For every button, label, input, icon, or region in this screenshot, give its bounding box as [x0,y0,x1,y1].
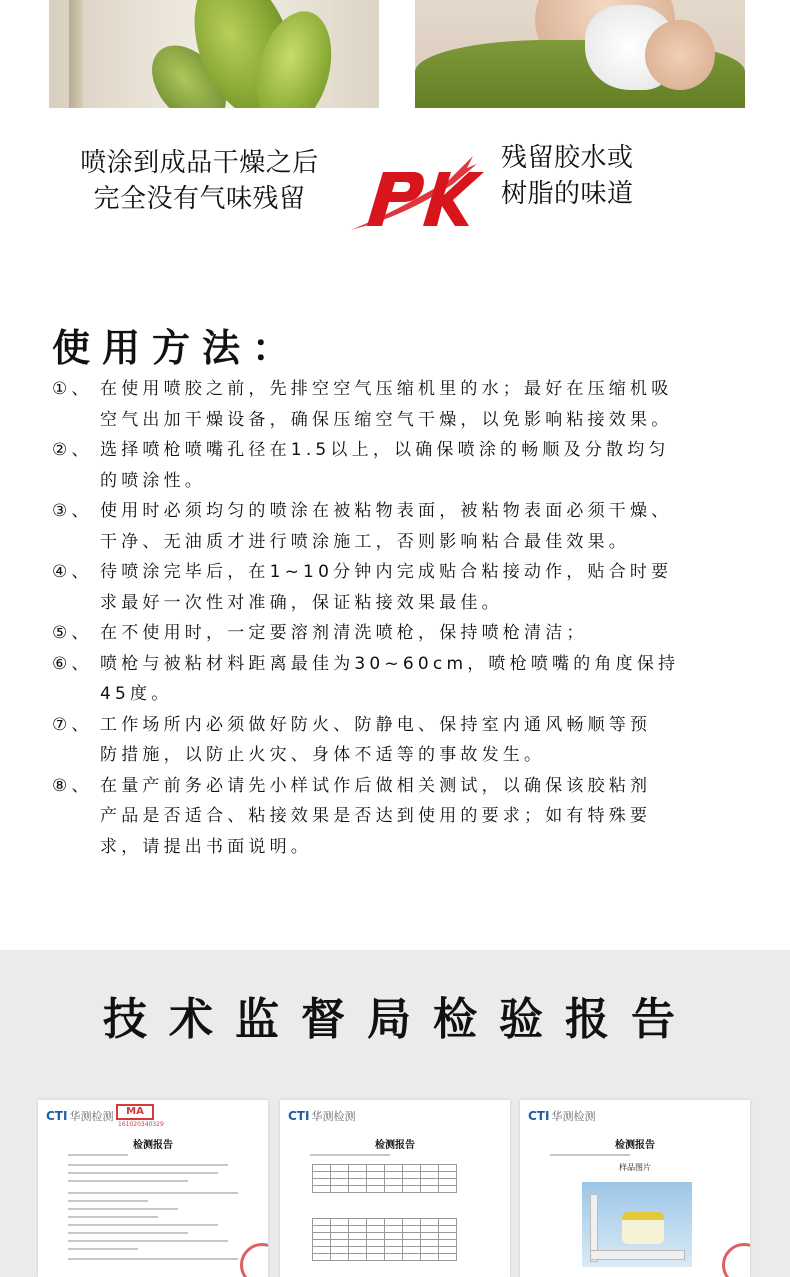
step-8 [52,771,752,863]
cma-number: 161020340329 [118,1121,164,1128]
step-line: 在量产前务必请先小样试作后做相关测试，以确保该胶粘剂 [100,775,652,796]
step-line: 的喷涂性。 [100,470,206,491]
step-line: 产品是否适合、粘接效果是否达到使用的要求；如有特殊要 [100,806,652,826]
report-document-3 [520,1100,750,1277]
cti-logo-cn: 华测检测 [551,1110,596,1123]
comparison-right-text [501,140,634,212]
step-line: 使用时必须均匀的喷涂在被粘物表面，被粘物表面必须干燥、 [100,501,673,521]
step-number: ③、 [52,501,93,521]
step-line: 选择喷枪喷嘴孔径在1.5以上，以确保喷涂的畅顺及分散均匀 [100,440,670,460]
report-document-1 [38,1100,268,1277]
step-number: ④、 [52,562,93,582]
step-2 [52,435,752,496]
report-title: 技术监督局检验报告 [103,994,697,1045]
cma-mark: MA [116,1104,154,1120]
step-4 [52,557,752,618]
step-line: 求最好一次性对准确，保证粘接效果最佳。 [100,592,503,613]
comparison-left-line: 喷涂到成品干燥之后 [80,148,319,178]
sample-photo [582,1182,692,1267]
cti-logo [288,1108,355,1124]
document-title: 检测报告 [133,1140,173,1151]
step-line: 喷枪与被粘材料距离最佳为30~60cm，喷枪喷嘴的角度保持 [100,653,680,674]
document-title: 检测报告 [615,1140,655,1151]
usage-title: 使用方法： [52,326,303,370]
step-line: 待喷涂完毕后，在1~10分钟内完成贴合粘接动作，贴合时要 [100,562,673,582]
usage-steps [52,374,752,862]
cti-logo-cn: 华测检测 [311,1110,356,1123]
sample-photo-label: 样品图片 [619,1163,651,1172]
pk-logo [345,150,485,240]
red-stamp [722,1243,750,1277]
step-number: ①、 [52,379,93,399]
cti-logo-text: CTI [46,1109,68,1123]
step-number: ⑦、 [52,714,93,735]
step-line: 在使用喷胶之前，先排空空气压缩机里的水；最好在压缩机吸 [100,379,673,399]
step-6 [52,649,752,710]
cti-logo-cn: 华测检测 [69,1110,114,1123]
step-number: ⑤、 [52,623,93,643]
comparison-left-text [62,145,337,217]
step-line: 防措施，以防止火灾、身体不适等的事故发生。 [100,745,546,765]
step-line: 求，请提出书面说明。 [100,836,312,857]
document-title: 检测报告 [375,1140,415,1151]
pk-logo-text: PK [365,237,368,239]
red-stamp [240,1243,268,1277]
step-3 [52,496,752,557]
step-line: 空气出加干燥设备，确保压缩空气干燥，以免影响粘接效果。 [100,409,673,430]
plant-photo [49,0,379,108]
comparison-left-line: 完全没有气味残留 [93,184,306,214]
cti-logo-text: CTI [528,1109,550,1123]
results-table [312,1164,457,1193]
step-5 [52,618,752,649]
step-7 [52,710,752,771]
cti-logo [528,1108,595,1124]
step-number: ⑧、 [52,775,93,796]
cti-logo [46,1108,113,1124]
step-line: 干净、无油质才进行喷涂施工，否则影响粘合最佳效果。 [100,531,630,552]
comparison-right-line: 树脂的味道 [501,179,634,209]
comparison-right-line: 残留胶水或 [501,143,634,173]
tissue-photo [415,0,745,108]
step-number: ②、 [52,440,93,460]
step-line: 45度。 [100,684,173,704]
step-line: 在不使用时，一定要溶剂清洗喷枪，保持喷枪清洁； [100,623,588,643]
results-table [312,1218,457,1261]
step-number: ⑥、 [52,653,93,674]
step-line: 工作场所内必须做好防火、防静电、保持室内通风畅顺等预 [100,714,652,735]
step-1 [52,374,752,435]
cti-logo-text: CTI [288,1109,310,1123]
report-document-2 [280,1100,510,1277]
